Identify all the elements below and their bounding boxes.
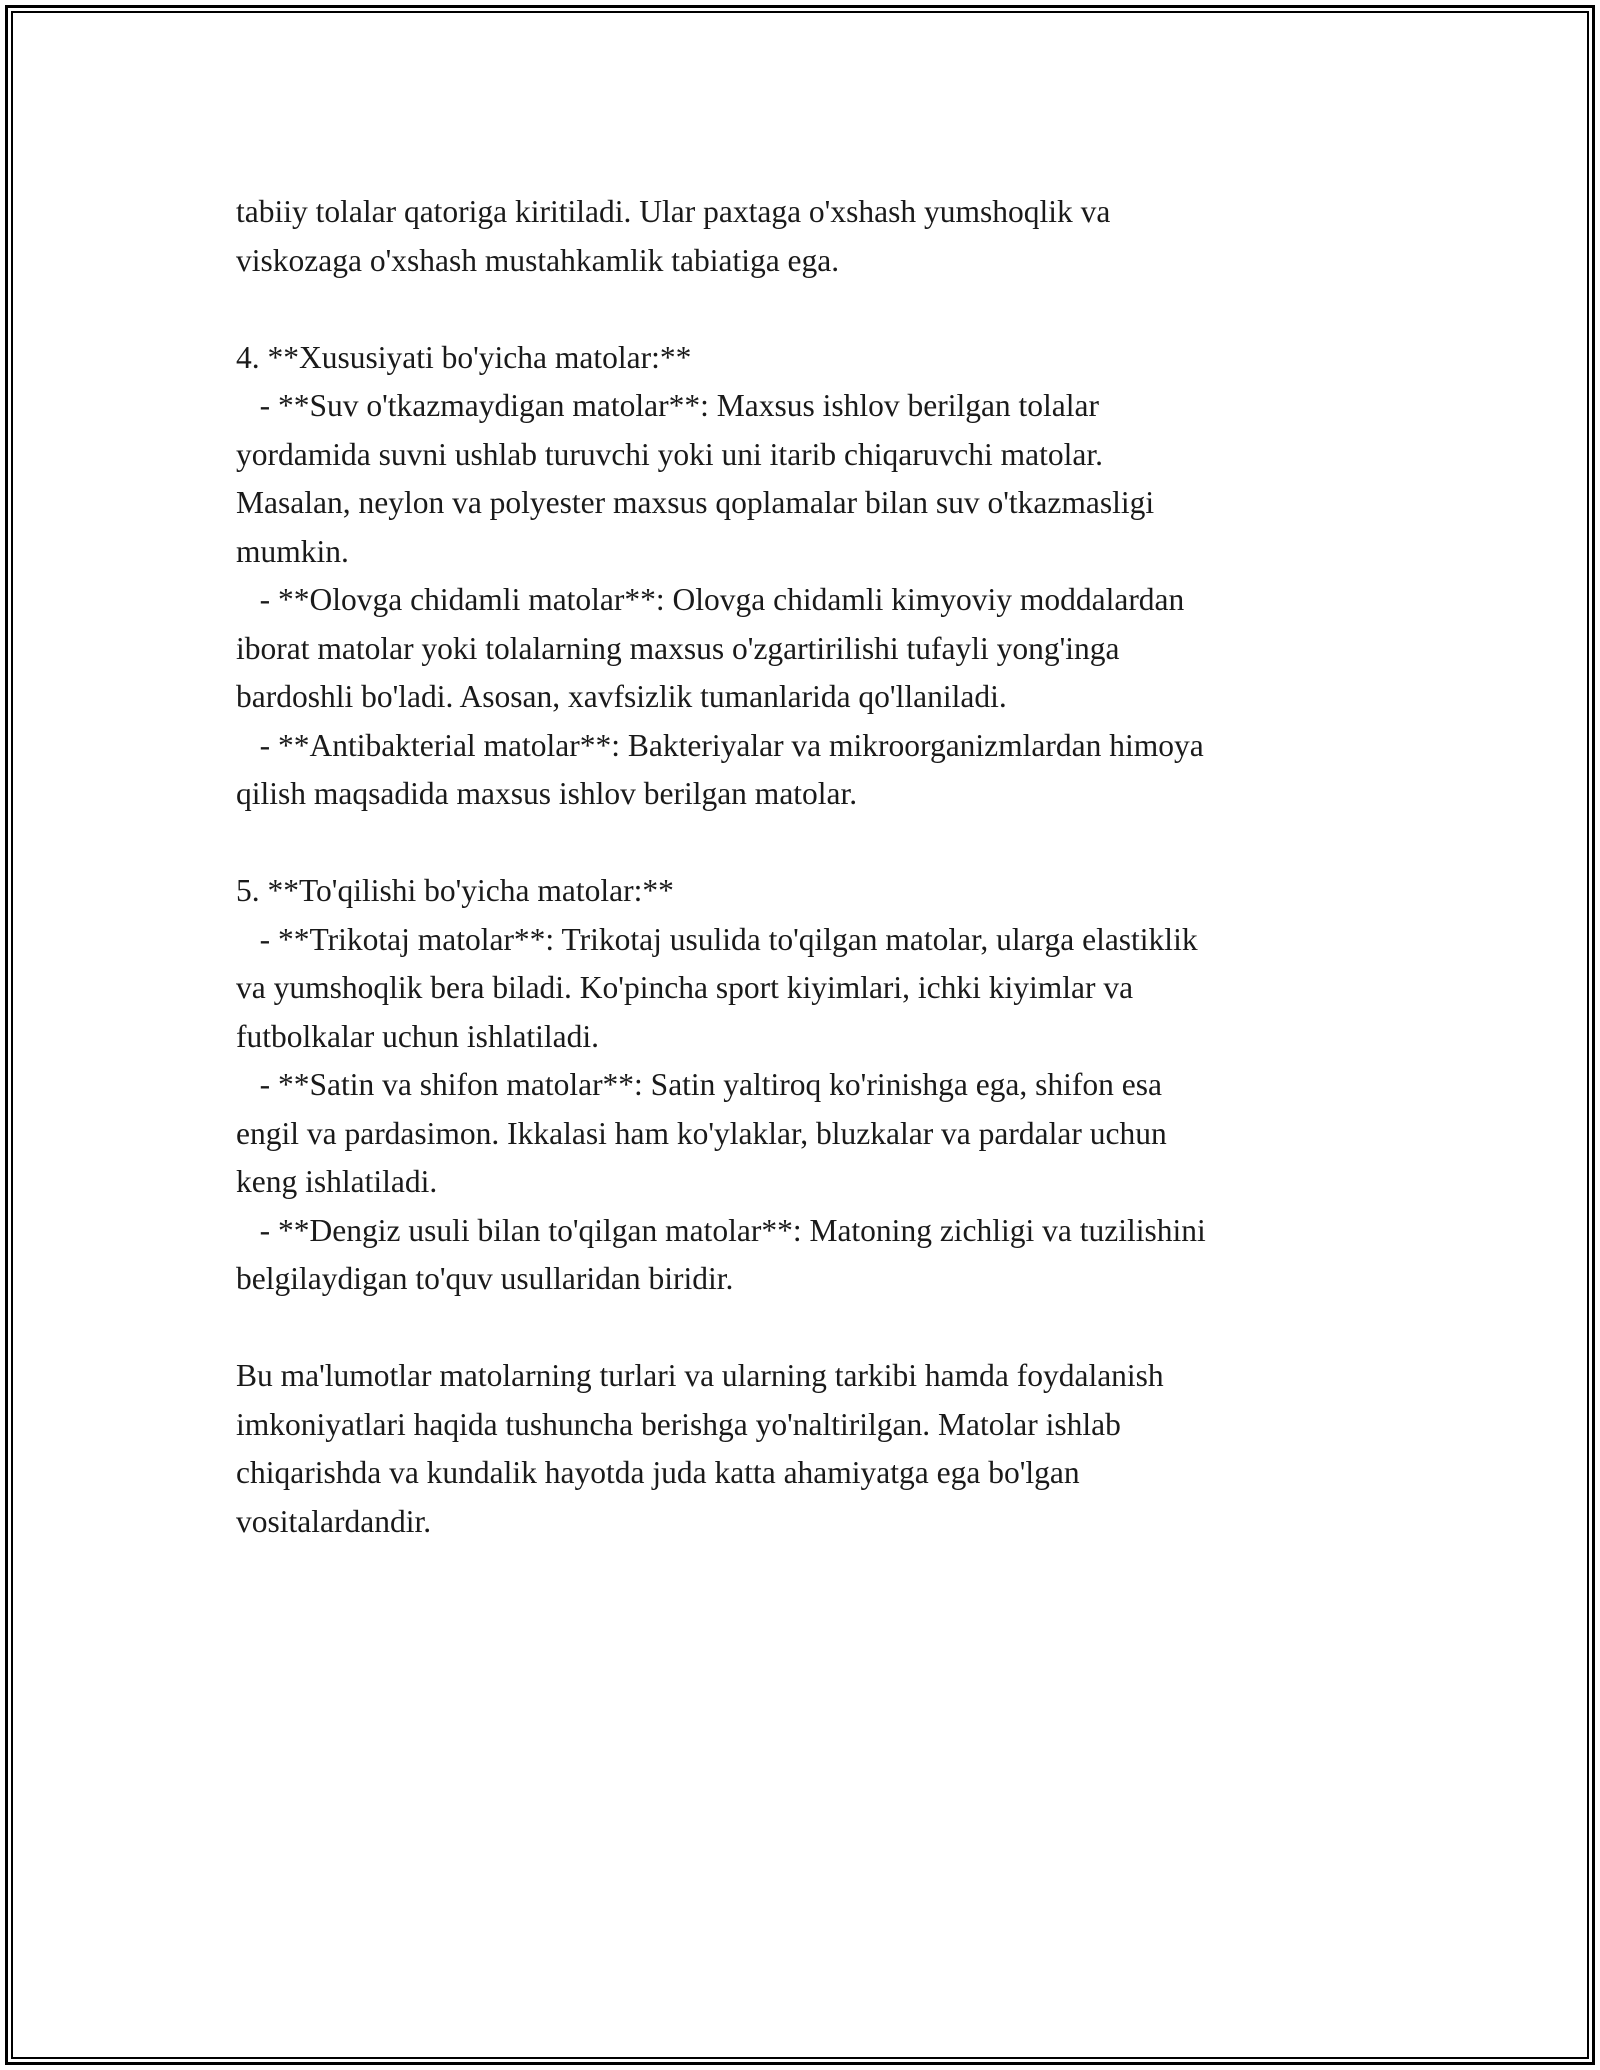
text-line: chiqarishda va kundalik hayotda juda katta ahamiyatga ega bo'lgan bbox=[236, 1455, 1080, 1490]
list-item-line: - **Suv o'tkazmaydigan matolar**: Maxsus ishlov berilgan tolalar bbox=[236, 388, 1100, 423]
text-line: qilish maqsadida maxsus ishlov berilgan matolar. bbox=[236, 776, 858, 811]
text-line: yordamida suvni ushlab turuvchi yoki uni itarib chiqaruvchi matolar. bbox=[236, 436, 1103, 472]
section-heading: 4. **Xususiyati bo'yicha matolar:** bbox=[236, 339, 692, 375]
text-line: engil va pardasimon. Ikkalasi ham ko'ylaklar, bluzkalar va pardalar uchun bbox=[236, 1115, 1167, 1151]
text-line: belgilaydigan to'quv usullaridan biridir. bbox=[236, 1261, 734, 1296]
section-heading: 5. **To'qilishi bo'yicha matolar:** bbox=[236, 873, 674, 908]
list-item-line: - **Satin va shifon matolar**: Satin yaltiroq ko'rinishga ega, shifon esa bbox=[236, 1067, 1163, 1102]
text-line: iborat matolar yoki tolalarning maxsus o'zgartirilishi tufayli yong'inga bbox=[236, 630, 1120, 666]
list-item-line: - **Dengiz usuli bilan to'qilgan matolar**: Matoning zichligi va tuzilishini bbox=[236, 1212, 1206, 1248]
paragraph-gap bbox=[236, 1304, 1386, 1353]
text-line: keng ishlatiladi. bbox=[236, 1164, 438, 1199]
list-item-line: - **Antibakterial matolar**: Bakteriyalar va mikroorganizmlardan himoya bbox=[236, 727, 1204, 763]
text-line: tabiiy tolalar qatoriga kiritiladi. Ular paxtaga o'xshash yumshoqlik va bbox=[236, 194, 1111, 229]
text-line: vositalardandir. bbox=[236, 1503, 432, 1539]
text-line: Bu ma'lumotlar matolarning turlari va ularning tarkibi hamda foydalanish bbox=[236, 1358, 1164, 1393]
text-line: mumkin. bbox=[236, 533, 349, 569]
text-line: futbolkalar uchun ishlatiladi. bbox=[236, 1018, 600, 1054]
list-item-line: - **Olovga chidamli matolar**: Olovga chidamli kimyoviy moddalardan bbox=[236, 582, 1185, 617]
text-line: bardoshli bo'ladi. Asosan, xavfsizlik tumanlarida qo'llaniladi. bbox=[236, 679, 1007, 714]
text-line: imkoniyatlari haqida tushuncha berishga yo'naltirilgan. Matolar ishlab bbox=[236, 1406, 1121, 1442]
text-line: viskozaga o'xshash mustahkamlik tabiatiga ega. bbox=[236, 242, 840, 278]
paragraph-gap bbox=[236, 285, 1386, 334]
text-line: va yumshoqlik bera biladi. Ko'pincha sport kiyimlari, ichki kiyimlar va bbox=[236, 970, 1134, 1005]
list-item-line: - **Trikotaj matolar**: Trikotaj usulida to'qilgan matolar, ularga elastiklik bbox=[236, 921, 1198, 957]
text-line: Masalan, neylon va polyester maxsus qoplamalar bilan suv o'tkazmasligi bbox=[236, 485, 1155, 520]
document-body bbox=[236, 188, 1386, 1546]
paragraph-gap bbox=[236, 819, 1386, 868]
